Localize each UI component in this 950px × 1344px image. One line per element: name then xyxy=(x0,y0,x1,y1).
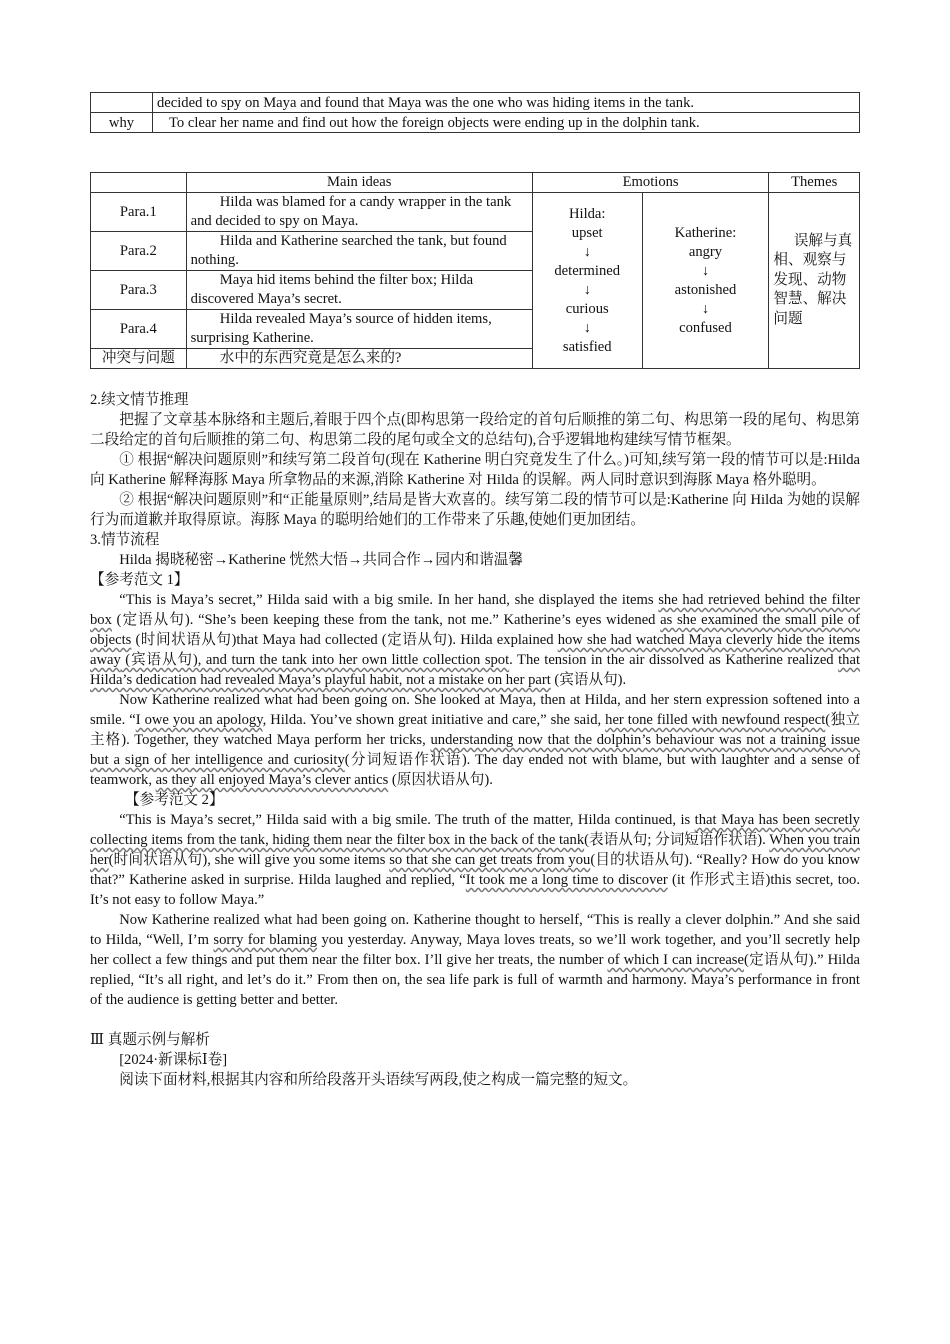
underlined-phrase: that Maya has been secretly collecting items from the tank, hiding them near the filter box in the back of the tank xyxy=(90,812,860,848)
text-run: (时间状语从句), she will give you some items xyxy=(108,852,390,868)
section-heading: 3.情节流程 xyxy=(90,532,160,548)
sample-paragraph xyxy=(90,590,860,690)
underlined-phrase: she had retrieved behind the filter box xyxy=(90,592,861,628)
para-label: Para.4 xyxy=(91,310,187,349)
text-run: Now Katherine realized what had been going on. She looked at Maya, then at Hilda, and her stern expression softened into a smile. “ xyxy=(90,692,860,728)
text-run: (时间状语从句)that Maya had collected (定语从句). Hilda explained xyxy=(131,632,558,648)
underlined-phrase: of which I can increase xyxy=(607,952,744,968)
analysis-table xyxy=(90,172,860,369)
text-run: (原因状语从句). xyxy=(388,772,493,788)
table-header-row xyxy=(91,173,860,193)
para-idea: Hilda was blamed for a candy wrapper in the tank and decided to spy on Maya. xyxy=(186,193,532,232)
underlined-phrase: as she examined the small pile of objects xyxy=(90,612,860,648)
conflict-label: 冲突与问题 xyxy=(91,349,187,369)
underlined-phrase: I owe you an apology xyxy=(135,712,263,728)
text-run: (分词短语作状语). The day ended not with blame, but with laughter and a sense of teamwork, xyxy=(90,752,861,788)
katherine-emotions xyxy=(642,193,769,369)
para-label: Para.3 xyxy=(91,271,187,310)
text-run: (定语从句). “She’s been keeping these from the tank, not me.” Katherine’s eyes widened xyxy=(111,612,661,628)
text-run: (目的状语从句). “Really? How do you know that?” Katherine asked in surprise. Hilda laughed and replied, “ xyxy=(90,852,860,888)
underlined-phrase: (宾语从句), and turn the tank into her own little collection spot xyxy=(120,652,510,668)
para-idea: Maya hid items behind the filter box; Hilda discovered Maya’s secret. xyxy=(186,271,532,310)
emotion-item: astonished xyxy=(674,281,737,298)
conflict-text: 水中的东西究竟是怎么来的? xyxy=(186,349,532,369)
header-main-ideas: Main ideas xyxy=(186,173,532,193)
text-run: Now Katherine realized what had been going on. Katherine thought to herself, “This is really a clever dolphin.” And she said to Hilda, “Well, I’m xyxy=(90,912,860,948)
underlined-phrase: It took me a long time to discover xyxy=(465,872,668,888)
exam-instruction: 阅读下面材料,根据其内容和所给段落开头语续写两段,使之构成一篇完整的短文。 xyxy=(119,1072,638,1088)
sample-paragraph xyxy=(90,690,860,790)
arrow-down-icon: ↓ xyxy=(701,262,710,279)
emotion-item: confused xyxy=(679,319,732,336)
para-label: Para.1 xyxy=(91,193,187,232)
emotion-item: angry xyxy=(688,243,723,260)
paragraph: ② 根据“解决问题原则”和“正能量原则”,结局是皆大欢喜的。续写第二段的情节可以是:Katherine 向 Hilda 为她的误解行为而道歉并取得原谅。海豚 Maya 的聪明给她们的工作带来了乐趣,使她们更加团结。 xyxy=(90,492,860,528)
sample-paragraph xyxy=(90,810,860,910)
emotion-item: curious xyxy=(565,300,609,317)
para-idea: Hilda and Katherine searched the tank, but found nothing. xyxy=(186,232,532,271)
text-run: (表语从句; 分词短语作状语). xyxy=(584,832,770,848)
text-run: (独立主格). Together, they watched Maya perform her tricks, xyxy=(90,712,860,748)
plot-flow: Hilda 揭晓秘密→Katherine 恍然大悟→共同合作→园内和谐温馨 xyxy=(119,552,523,568)
arrow-down-icon: ↓ xyxy=(583,281,591,298)
text-run: (宾语从句). xyxy=(550,672,627,688)
underlined-phrase: understanding now that the dolphin’s behaviour was not a training issue but a sign of her intelligence and curiosity xyxy=(90,732,860,768)
arrow-down-icon: ↓ xyxy=(701,300,710,317)
arrow-down-icon: ↓ xyxy=(583,319,591,336)
section-heading: 2.续文情节推理 xyxy=(90,392,189,408)
underlined-phrase: her tone filled with newfound respect xyxy=(605,712,826,728)
paragraph: 把握了文章基本脉络和主题后,着眼于四个点(即构思第一段给定的首句后顺推的第二句、构思第一段的尾句、构思第二段给定的首句后顺推的第二句、构思第二段的尾句或全文的总结句),合乎逻辑地构建续写情节框架。 xyxy=(90,412,860,448)
text-run: . The tension in the air dissolved as Katherine realized xyxy=(509,652,839,668)
underlined-phrase: sorry for blaming xyxy=(213,932,318,948)
emotion-item: Katherine: xyxy=(674,224,737,241)
emotion-item: determined xyxy=(554,262,621,279)
sample-paragraph xyxy=(90,910,860,1010)
sample-title: 【参考范文 1】 xyxy=(90,572,189,588)
underlined-phrase: how she had watched Maya cleverly hide the items away xyxy=(90,632,860,668)
summary-table xyxy=(90,92,860,133)
underlined-phrase: When you train her xyxy=(90,832,860,868)
hilda-emotions xyxy=(532,193,642,369)
emotion-item: upset xyxy=(571,224,603,241)
emotion-item: satisfied xyxy=(562,338,612,355)
paragraph: ① 根据“解决问题原则”和续写第二段首句(现在 Katherine 明白究竟发生了什么。)可知,续写第一段的情节可以是:Hilda 向 Katherine 解释海豚 Maya 所拿物品的来源,消除 Katherine 对 Hilda 的误解。两人同时意识到海豚 Maya 格外聪明。 xyxy=(90,452,860,488)
sample-title: 【参考范文 2】 xyxy=(125,792,224,808)
row-label xyxy=(91,93,153,113)
row-text: decided to spy on Maya and found that Maya was the one who was hiding items in the tank. xyxy=(153,93,860,113)
section-heading: Ⅲ 真题示例与解析 xyxy=(90,1032,210,1048)
text-run: , Hilda. You’ve shown great initiative and care,” she said, xyxy=(262,712,606,728)
underlined-phrase: that Hilda’s dedication had revealed Maya’s playful habit, not a mistake on her part xyxy=(90,652,860,688)
header-themes: Themes xyxy=(769,173,860,193)
table-row xyxy=(91,93,860,113)
text-run: “This is Maya’s secret,” Hilda said with a big smile. In her hand, she displayed the items xyxy=(119,592,659,608)
themes-cell: 误解与真相、观察与发现、动物智慧、解决问题 xyxy=(769,193,860,369)
arrow-down-icon: ↓ xyxy=(583,243,591,260)
table-row xyxy=(91,193,860,232)
table-row xyxy=(91,113,860,133)
header-emotions: Emotions xyxy=(532,173,769,193)
text-run: you yesterday. Anyway, Maya loves treats, so we’ll work together, and you’ll secretly help her collect a few things and put them near the filter box. I’ll give her treats, the number xyxy=(90,932,861,968)
row-label: why xyxy=(91,113,153,133)
text-run: “This is Maya’s secret,” Hilda said with a big smile. The truth of the matter, Hilda continued, is xyxy=(119,812,695,828)
para-idea: Hilda revealed Maya’s source of hidden items, surprising Katherine. xyxy=(186,310,532,349)
underlined-phrase: as they all enjoyed Maya’s clever antics xyxy=(155,772,389,788)
para-label: Para.2 xyxy=(91,232,187,271)
text-run: (定语从句).” Hilda replied, “It’s all right, and let’s do it.” From then on, the sea life park is full of warmth and harmony. Maya’s performance in front of the audience is getting better and better. xyxy=(90,952,861,1008)
document-page xyxy=(90,92,860,1090)
exam-source: [2024·新课标Ⅰ卷] xyxy=(119,1052,228,1068)
underlined-phrase: so that she can get treats from you xyxy=(389,852,591,868)
emotion-item: Hilda: xyxy=(568,205,606,222)
row-text: To clear her name and find out how the foreign objects were ending up in the dolphin tank. xyxy=(153,113,860,133)
text-run: (it 作形式主语)this secret, too. It’s not easy to follow Maya.” xyxy=(90,872,860,908)
